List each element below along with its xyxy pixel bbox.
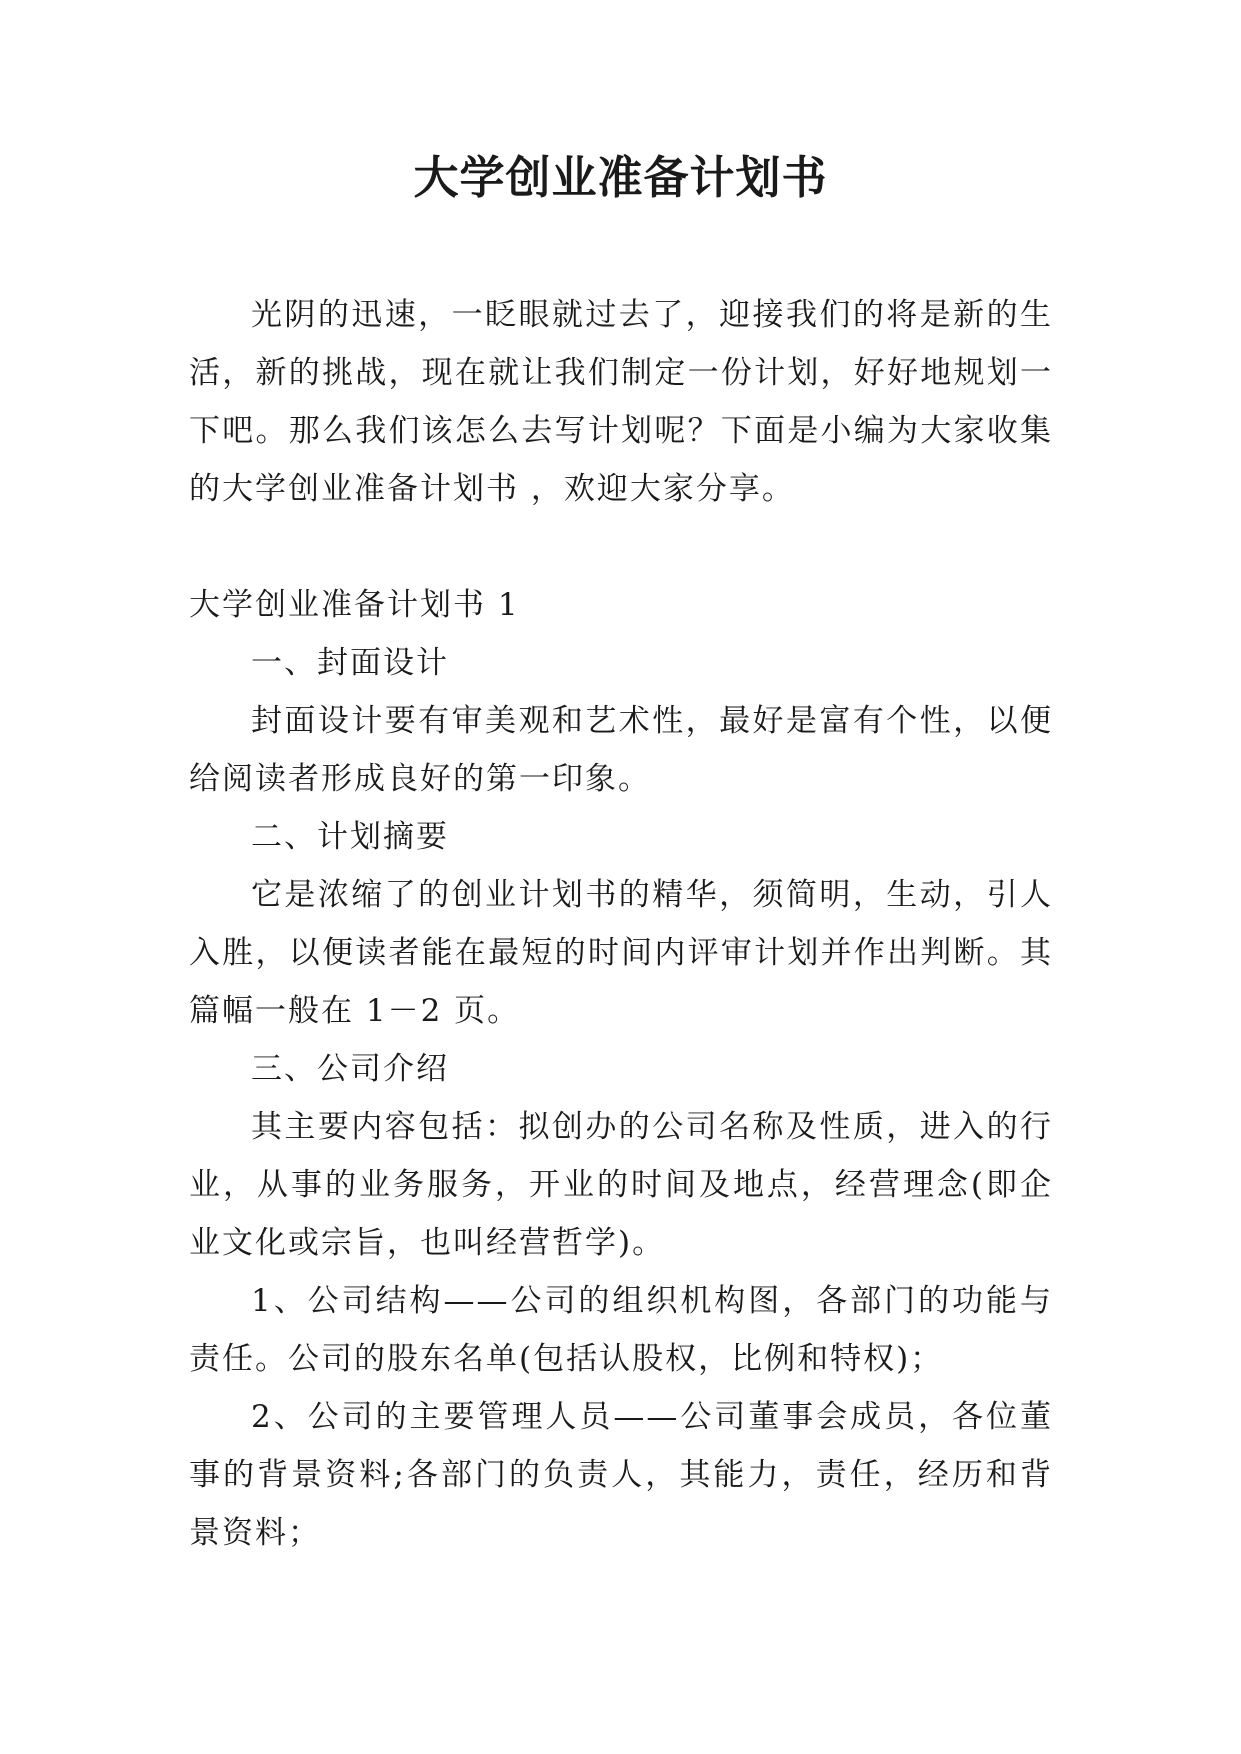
heading-company-intro: 三、公司介绍 bbox=[251, 1051, 449, 1087]
intro-paragraph: 光阴的迅速，一眨眼就过去了，迎接我们的将是新的生活，新的挑战，现在就让我们制定一份计划，好好地规划一下吧。那么我们该怎么去写计划呢？下面是小编为大家收集的大学创业准备计划书 ，欢迎大家分享。 bbox=[189, 297, 1053, 507]
document-body bbox=[189, 286, 1053, 1562]
document-title: 大学创业准备计划书 bbox=[413, 151, 828, 204]
paragraph-company-intro: 其主要内容包括：拟创办的公司名称及性质，进入的行业，从事的业务服务，开业的时间及地点，经营理念(即企业文化或宗旨，也叫经营哲学)。 bbox=[189, 1109, 1053, 1261]
section-heading: 大学创业准备计划书 1 bbox=[189, 587, 520, 623]
heading-cover-design: 一、封面设计 bbox=[251, 645, 449, 681]
heading-plan-summary: 二、计划摘要 bbox=[251, 819, 449, 855]
paragraph-company-structure: 1、公司结构——公司的组织机构图，各部门的功能与责任。公司的股东名单(包括认股权，比例和特权)； bbox=[189, 1283, 1053, 1377]
paragraph-cover-design: 封面设计要有审美观和艺术性，最好是富有个性，以便给阅读者形成良好的第一印象。 bbox=[189, 703, 1053, 797]
paragraph-plan-summary: 它是浓缩了的创业计划书的精华，须简明，生动，引人入胜，以便读者能在最短的时间内评审计划并作出判断。其篇幅一般在 1－2 页。 bbox=[189, 877, 1053, 1029]
paragraph-management: 2、公司的主要管理人员——公司董事会成员，各位董事的背景资料;各部门的负责人，其能力，责任，经历和背景资料； bbox=[189, 1399, 1053, 1551]
